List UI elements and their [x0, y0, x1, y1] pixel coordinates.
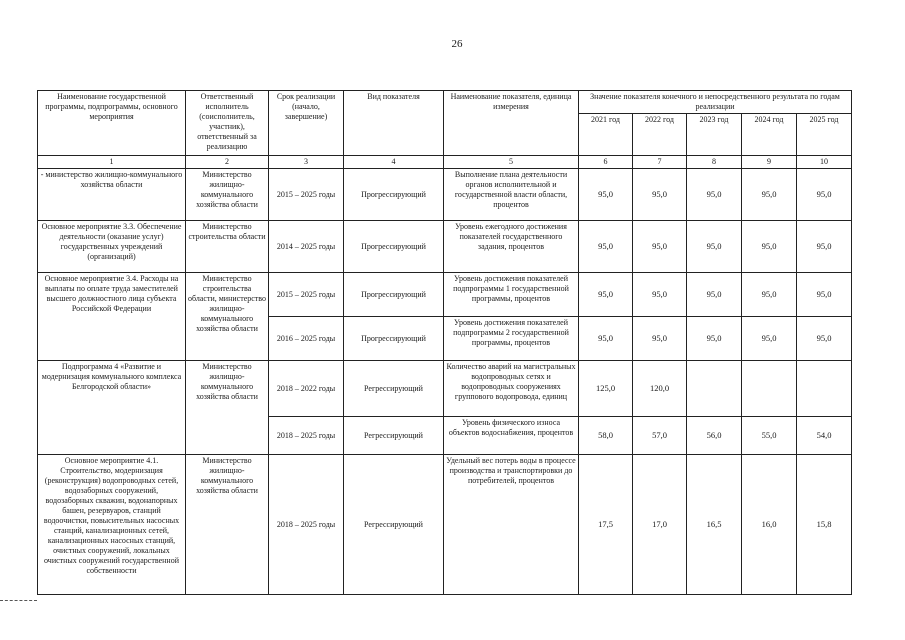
header-values-group: Значение показателя конечного и непосредственного результата по годам реализации: [579, 91, 852, 114]
row-type: Прогрессирующий: [344, 273, 444, 317]
row-value: 95,0: [742, 221, 797, 273]
row-value: 95,0: [742, 273, 797, 317]
row-type: Регрессирующий: [344, 361, 444, 417]
row-value: 95,0: [633, 221, 687, 273]
column-number: 8: [687, 156, 742, 169]
table-row: [38, 273, 852, 317]
header-row: [38, 91, 852, 114]
row-type: Регрессирующий: [344, 417, 444, 455]
row-name: - министерство жилищно-коммунального хозяйства области: [38, 169, 186, 221]
row-indicator: Уровень достижения показателей подпрограммы 2 государственной программы, процентов: [444, 317, 579, 361]
row-executor: Министерство жилищно-коммунального хозяйства области: [186, 361, 269, 455]
row-type: Регрессирующий: [344, 455, 444, 595]
row-value: 95,0: [797, 221, 852, 273]
row-value: 95,0: [742, 317, 797, 361]
row-period: 2018 – 2025 годы: [269, 455, 344, 595]
row-value: [797, 361, 852, 417]
row-value: 95,0: [633, 273, 687, 317]
row-value: 95,0: [633, 317, 687, 361]
row-period: 2016 – 2025 годы: [269, 317, 344, 361]
header-indicator-type: Вид показателя: [344, 91, 444, 156]
row-name: Основное мероприятие 3.3. Обеспечение деятельности (оказание услуг) государственных учреждений (организаций): [38, 221, 186, 273]
row-value: 95,0: [797, 273, 852, 317]
row-executor: Министерство строительства области, министерство жилищно-коммунального хозяйства области: [186, 273, 269, 361]
header-year: 2021 год: [579, 114, 633, 156]
row-period: 2015 – 2025 годы: [269, 169, 344, 221]
row-value: 16,0: [742, 455, 797, 595]
header-year: 2022 год: [633, 114, 687, 156]
page-number: 26: [451, 38, 463, 50]
indicators-table: [37, 90, 852, 595]
column-number: 2: [186, 156, 269, 169]
row-indicator: Уровень ежегодного достижения показателей государственного задания, процентов: [444, 221, 579, 273]
row-value: 55,0: [742, 417, 797, 455]
row-indicator: Уровень достижения показателей подпрограммы 1 государственной программы, процентов: [444, 273, 579, 317]
table-row: [38, 169, 852, 221]
column-number: 10: [797, 156, 852, 169]
row-value: 95,0: [687, 273, 742, 317]
row-indicator: Удельный вес потерь воды в процессе производства и транспортировки до потребителей, процентов: [444, 455, 579, 595]
column-number: 1: [38, 156, 186, 169]
row-type: Прогрессирующий: [344, 221, 444, 273]
table-row: [38, 361, 852, 417]
column-numbers-row: [38, 156, 852, 169]
row-executor: Министерство строительства области: [186, 221, 269, 273]
row-value: 95,0: [687, 317, 742, 361]
row-value: 95,0: [687, 221, 742, 273]
row-value: 95,0: [797, 169, 852, 221]
header-period: Срок реализации (начало, завершение): [269, 91, 344, 156]
row-value: 58,0: [579, 417, 633, 455]
row-value: 57,0: [633, 417, 687, 455]
row-period: 2015 – 2025 годы: [269, 273, 344, 317]
column-number: 3: [269, 156, 344, 169]
row-value: 95,0: [742, 169, 797, 221]
row-value: 95,0: [579, 273, 633, 317]
header-executor: Ответственный исполнитель (соисполнитель, участник), ответственный за реализацию: [186, 91, 269, 156]
table-row: [38, 221, 852, 273]
row-value: 95,0: [579, 221, 633, 273]
row-name: Подпрограмма 4 «Развитие и модернизация коммунального комплекса Белгородской области»: [38, 361, 186, 455]
header-year: 2025 год: [797, 114, 852, 156]
row-name: Основное мероприятие 3.4. Расходы на выплаты по оплате труда заместителей высшего должностного лица субъекта Российской Федерации: [38, 273, 186, 361]
column-number: 6: [579, 156, 633, 169]
header-year: 2023 год: [687, 114, 742, 156]
row-name: Основное мероприятие 4.1. Строительство, модернизация (реконструкция) водопроводных сетей, водозаборных сооружений, водозаборных скважин, водонапорных башен, резервуаров, станций водоочистки, повысительных насосных станций, канализационных сетей, канализационных насосных станций, очистных сооружений, локальных очистных сооружений государственной собственности: [38, 455, 186, 595]
row-value: 16,5: [687, 455, 742, 595]
row-period: 2014 – 2025 годы: [269, 221, 344, 273]
row-value: 125,0: [579, 361, 633, 417]
row-value: 95,0: [687, 169, 742, 221]
column-number: 5: [444, 156, 579, 169]
column-number: 9: [742, 156, 797, 169]
page-edge-dash: [0, 600, 37, 601]
row-period: 2018 – 2025 годы: [269, 417, 344, 455]
row-value: 17,5: [579, 455, 633, 595]
row-indicator: Выполнение плана деятельности органов исполнительной и государственной власти области, процентов: [444, 169, 579, 221]
row-value: [687, 361, 742, 417]
row-value: 17,0: [633, 455, 687, 595]
row-type: Прогрессирующий: [344, 169, 444, 221]
row-type: Прогрессирующий: [344, 317, 444, 361]
row-value: 120,0: [633, 361, 687, 417]
row-value: 15,8: [797, 455, 852, 595]
header-indicator-name: Наименование показателя, единица измерения: [444, 91, 579, 156]
row-value: 95,0: [579, 317, 633, 361]
row-period: 2018 – 2022 годы: [269, 361, 344, 417]
column-number: 7: [633, 156, 687, 169]
table-row: [38, 455, 852, 595]
row-value: [742, 361, 797, 417]
row-value: 54,0: [797, 417, 852, 455]
row-executor: Министерство жилищно-коммунального хозяйства области: [186, 455, 269, 595]
row-value: 95,0: [797, 317, 852, 361]
header-year: 2024 год: [742, 114, 797, 156]
header-name: Наименование государственной программы, подпрограммы, основного мероприятия: [38, 91, 186, 156]
row-value: 95,0: [633, 169, 687, 221]
column-number: 4: [344, 156, 444, 169]
row-value: 95,0: [579, 169, 633, 221]
row-indicator: Количество аварий на магистральных водопроводных сетях и водопроводных сооружениях группового водопровода, единиц: [444, 361, 579, 417]
row-executor: Министерство жилищно-коммунального хозяйства области: [186, 169, 269, 221]
row-value: 56,0: [687, 417, 742, 455]
row-indicator: Уровень физического износа объектов водоснабжения, процентов: [444, 417, 579, 455]
